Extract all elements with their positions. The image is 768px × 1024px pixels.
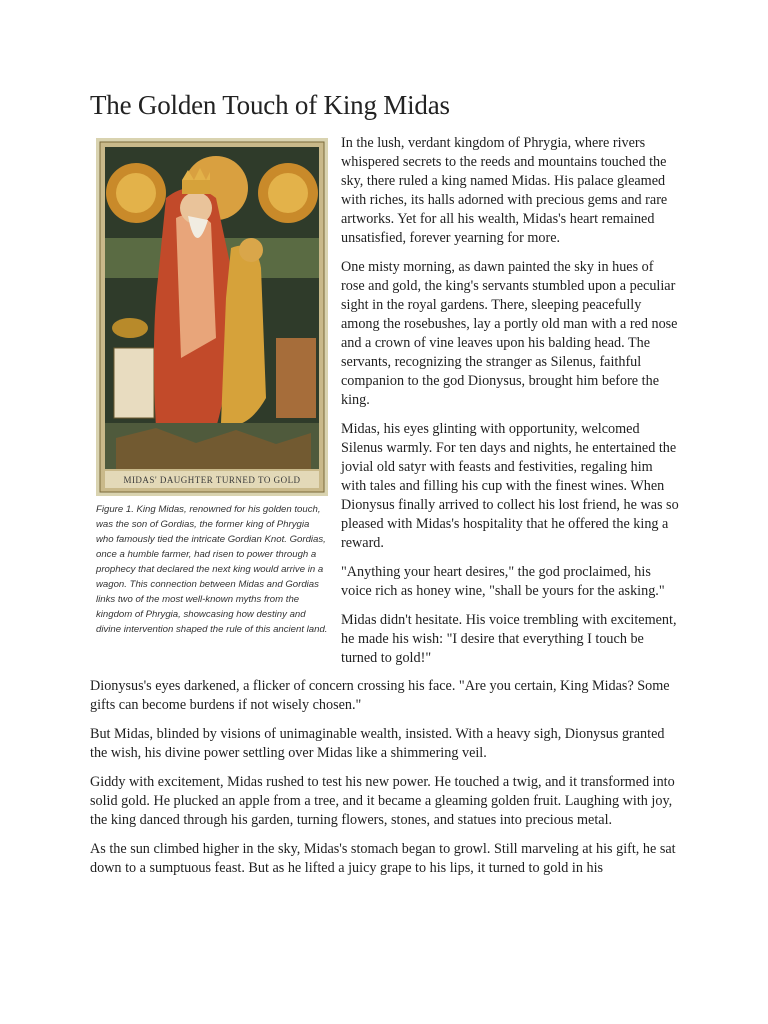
paragraph: In the lush, verdant kingdom of Phrygia, where rivers whispered secrets to the reeds and mountains touched the sky, there ruled a king named Midas. His palace gleamed with riches, its halls adorned with precious gems and rare artworks. Yet for all his wealth, Midas's heart remained unsatisfied, forever yearning for more. — [341, 135, 668, 246]
paragraph: "Anything your heart desires," the god proclaimed, his voice rich as honey wine, "shall be yours for the asking." — [341, 564, 665, 599]
paragraph: But Midas, blinded by visions of unimaginable wealth, insisted. With a heavy sigh, Dionysus granted the wish, his divine power settling over Midas like a shimmering veil. — [90, 726, 665, 761]
paragraph: Midas, his eyes glinting with opportunity, welcomed Silenus warmly. For ten days and nights, he entertained the jovial old satyr with feasts and festivities, regaling him with tales and filling his cup with the finest wines. When Dionysus finally arrived to collect his lost friend, he was so pleased with Midas's hospitality that he offered the king a reward. — [341, 421, 679, 551]
paragraph: Dionysus's eyes darkened, a flicker of concern crossing his face. "Are you certain, King Midas? Some gifts can become burdens if not wisely chosen." — [90, 678, 670, 713]
figure-caption: Figure 1. King Midas, renowned for his golden touch, was the son of Gordias, the former king of Phrygia who famously tied the intricate Gordian Knot. Gordias, once a humble farmer, had risen to power through a prophecy that declared the next king would arrive in a wagon. This connection between Midas and Gordias links two of the most well-known myths from the kingdom of Phrygia, showcasing how destiny and divine intervention shaped the rule of this ancient land. — [96, 504, 328, 635]
illustration-banner-text: MIDAS' DAUGHTER TURNED TO GOLD — [123, 475, 301, 485]
right-column — [341, 134, 679, 678]
figure — [96, 138, 328, 637]
page-title: The Golden Touch of King Midas — [90, 90, 450, 120]
midas-illustration — [96, 138, 328, 496]
paragraph: As the sun climbed higher in the sky, Midas's stomach began to growl. Still marveling at his gift, he sat down to a sumptuous feast. But as he lifted a juicy grape to his lips, it turned to gold in his — [90, 841, 676, 876]
paragraph: Midas didn't hesitate. His voice trembling with excitement, he made his wish: "I desire that everything I touch be turned to gold!" — [341, 612, 677, 666]
paragraph: One misty morning, as dawn painted the sky in hues of rose and gold, the king's servants stumbled upon a peculiar sight in the royal gardens. There, sleeping peacefully among the rosebushes, lay a portly old man with a red nose and a crown of vine leaves upon his balding head. The servants, recognizing the stranger as Silenus, faithful companion to the god Dionysus, brought him before the king. — [341, 259, 678, 408]
paragraph: Giddy with excitement, Midas rushed to test his new power. He touched a twig, and it transformed into solid gold. He plucked an apple from a tree, and it became a gleaming golden fruit. Laughing with joy, the king danced through his garden, turning flowers, stones, and statues into precious metal. — [90, 774, 675, 828]
full-width-text — [90, 677, 680, 888]
